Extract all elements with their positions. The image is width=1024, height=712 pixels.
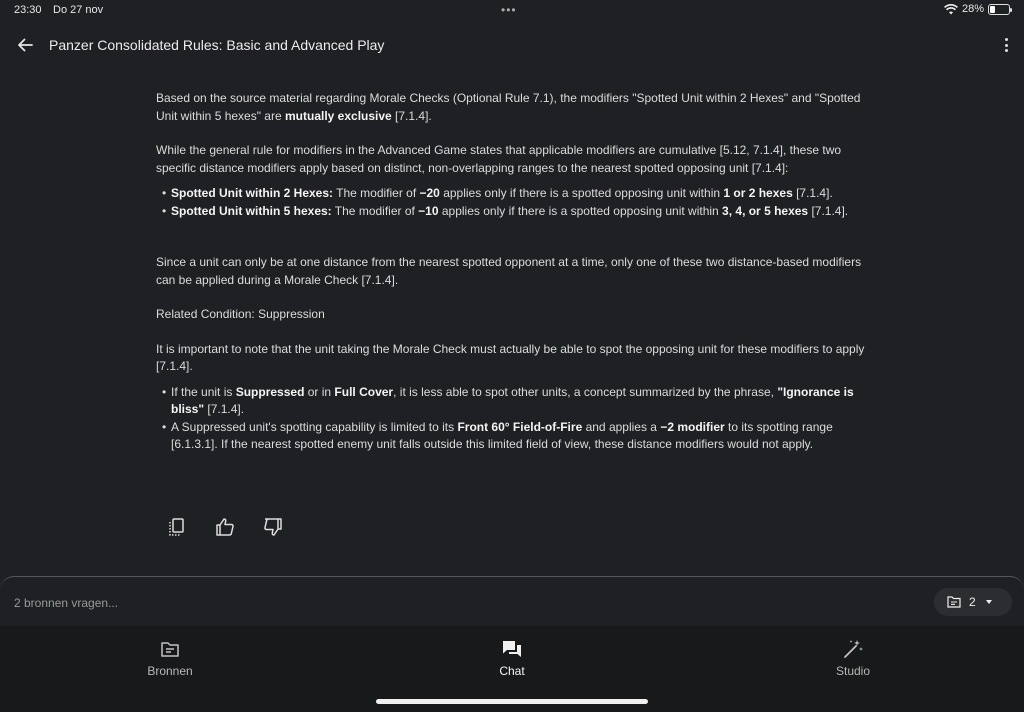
chat-input[interactable]: 2 bronnen vragen... bbox=[14, 596, 119, 610]
chevron-down-icon bbox=[986, 600, 992, 604]
list-item bbox=[156, 203, 868, 221]
wifi-icon bbox=[944, 4, 958, 15]
status-time: 23:30 bbox=[14, 4, 42, 16]
list-item-bold: −10 bbox=[418, 203, 439, 218]
list-item-text: The modifier of bbox=[331, 203, 419, 218]
list-item-bold: Suppressed bbox=[235, 384, 305, 399]
magic-wand-icon bbox=[842, 638, 864, 660]
suppression-list bbox=[156, 384, 868, 454]
list-item-bold: "Ignorance is bliss" bbox=[171, 384, 854, 416]
list-item-text: [7.1.4]. bbox=[808, 203, 849, 218]
list-item-text: applies only if there is a spotted opposing unit within bbox=[439, 186, 724, 200]
bottom-navigation bbox=[0, 626, 1024, 712]
list-item-bold: Full Cover bbox=[334, 384, 394, 399]
battery-percent: 28% bbox=[961, 3, 984, 15]
tab-chat-label: Chat bbox=[499, 664, 525, 678]
answer-actions bbox=[166, 516, 284, 538]
list-item-bold: −20 bbox=[419, 186, 440, 200]
thumbs-down-icon[interactable] bbox=[262, 516, 284, 538]
app-bar bbox=[0, 24, 1024, 66]
list-item-text: [7.1.4]. bbox=[204, 402, 245, 416]
answer-paragraph: Related Condition: Suppression bbox=[156, 307, 325, 321]
list-item-bold: −2 modifier bbox=[660, 419, 725, 434]
answer-paragraph bbox=[156, 90, 868, 125]
chat-icon bbox=[501, 638, 523, 660]
list-item-bold: Front 60° Field-of-Fire bbox=[457, 419, 583, 434]
more-options-icon[interactable] bbox=[1002, 34, 1010, 56]
list-item-text: , it is less able to spot other units, a concept summarized by the phrase, bbox=[393, 384, 778, 399]
answer-text: [7.1.4]. bbox=[391, 108, 432, 123]
sources-selector-button[interactable] bbox=[934, 588, 1012, 616]
tab-studio[interactable] bbox=[793, 638, 913, 678]
answer-text: Based on the source material regarding Morale Checks (Optional Rule 7.1), the modifiers "Spotted Unit within 2 Hexes" and "Spotted Unit within 5 hexes" are bbox=[156, 91, 861, 123]
multitasking-dots-icon[interactable]: ••• bbox=[501, 3, 517, 17]
answer-bold: mutually exclusive bbox=[285, 108, 392, 123]
tab-sources[interactable] bbox=[110, 638, 230, 678]
status-date: Do 27 nov bbox=[53, 4, 104, 16]
status-right bbox=[944, 3, 1010, 15]
list-item bbox=[156, 384, 868, 419]
home-indicator[interactable] bbox=[376, 699, 648, 704]
thumbs-up-icon[interactable] bbox=[214, 516, 236, 538]
list-item-bold: Spotted Unit within 5 hexes: bbox=[171, 203, 332, 218]
chat-input-bar bbox=[0, 576, 1024, 628]
chat-answer bbox=[156, 90, 868, 471]
tab-sources-label: Bronnen bbox=[147, 664, 193, 678]
list-item-text: to its spotting range [6.1.3.1]. If the nearest spotted enemy unit falls outside this limited field of view, these distance modifiers would not apply. bbox=[171, 419, 833, 451]
list-item-bold: 3, 4, or 5 hexes bbox=[722, 203, 809, 218]
tab-studio-label: Studio bbox=[835, 664, 871, 678]
list-item-text: The modifier of bbox=[333, 186, 420, 200]
list-item-text: or in bbox=[304, 384, 335, 399]
list-item bbox=[156, 185, 868, 203]
sources-count: 2 bbox=[969, 595, 976, 609]
tab-chat[interactable] bbox=[452, 638, 572, 678]
list-item-text: applies only if there is a spotted opposing unit within bbox=[438, 203, 723, 218]
list-item-text: [7.1.4]. bbox=[792, 186, 833, 200]
answer-paragraph: While the general rule for modifiers in the Advanced Game states that applicable modifiers are cumulative [5.12, 7.1.4], these two specific distance modifiers apply based on distinct, non-overlapping ranges to the nearest spotted opposing unit [7.1.4]: bbox=[156, 143, 842, 175]
answer-paragraph: It is important to note that the unit taking the Morale Check must actually be able to spot the opposing unit for these modifiers to apply [7.1.4]. bbox=[156, 341, 865, 373]
modifier-list bbox=[156, 185, 868, 220]
battery-icon bbox=[988, 4, 1010, 15]
save-to-note-icon[interactable] bbox=[166, 516, 188, 538]
status-bar bbox=[0, 0, 1024, 22]
answer-paragraph: Since a unit can only be at one distance from the nearest spotted opponent at a time, only one of these two distance-based modifiers can be applied during a Morale Check [7.1.4]. bbox=[156, 255, 862, 287]
list-item-text: A Suppressed unit's spotting capability is limited to its bbox=[171, 419, 458, 434]
list-item-text: If the unit is bbox=[171, 384, 236, 399]
sources-icon bbox=[947, 596, 961, 608]
notebook-title: Panzer Consolidated Rules: Basic and Advanced Play bbox=[49, 37, 385, 53]
list-item-bold: 1 or 2 hexes bbox=[723, 186, 793, 200]
folder-icon bbox=[159, 638, 181, 660]
list-item bbox=[156, 419, 868, 454]
back-arrow-icon[interactable] bbox=[14, 34, 36, 56]
list-item-text: and applies a bbox=[582, 419, 661, 434]
list-item-bold: Spotted Unit within 2 Hexes: bbox=[171, 186, 334, 200]
